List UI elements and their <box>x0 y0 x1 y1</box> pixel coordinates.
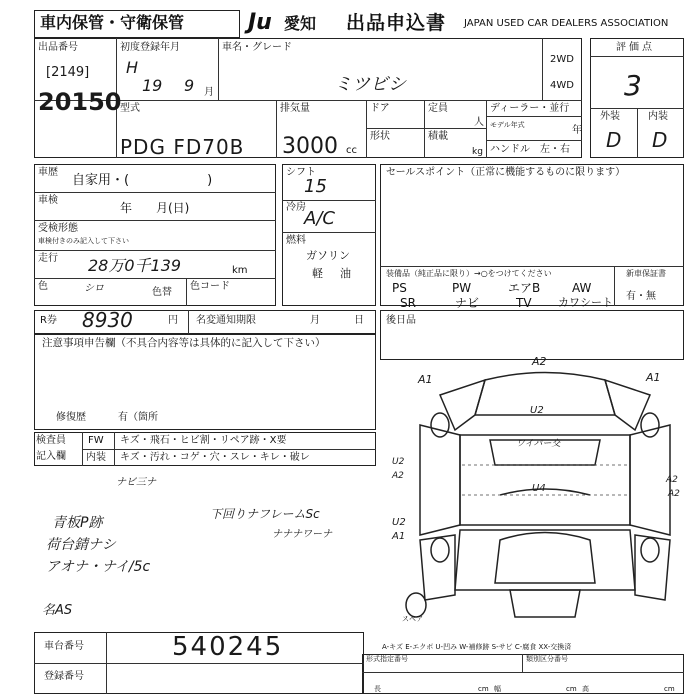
class-label: 類別区分番号 <box>526 655 568 663</box>
height-cm: cm <box>664 685 675 693</box>
note4: 下回りナフレームSc <box>210 507 320 521</box>
sales-point-label: セールスポイント（正常に機能するものに限ります） <box>386 167 626 178</box>
equipment-label: 装備品（純正品に限り）→○をつけてください <box>386 269 552 278</box>
mark-a2-top: A2 <box>532 355 547 368</box>
mark-u2-left: U2 <box>392 457 405 467</box>
recycle-unit: 円 <box>168 315 178 326</box>
fw-items: キズ・飛石・ヒビ割・リペア跡・X要 <box>120 435 287 446</box>
plate-label: 登録番号 <box>44 671 84 682</box>
vehicle-diagram <box>400 355 690 645</box>
drive-2wd: 2WD <box>550 54 574 65</box>
name-change-label: 名変通知期限 <box>196 315 256 326</box>
reg-year: 19 <box>142 76 163 95</box>
receipt-day-label: 後日品 <box>386 315 416 326</box>
width-label: 幅 <box>494 685 501 693</box>
note-top: ナビ三ナ <box>116 477 156 488</box>
year-unit: 年 <box>572 125 582 136</box>
history-label: 車歴 <box>38 167 58 178</box>
form-title: 出品申込書 <box>346 12 447 34</box>
mileage-value: 28万0千139 <box>88 256 182 275</box>
mark-a1-lower: A1 <box>392 531 406 542</box>
color-change-label: 色替 <box>152 287 172 298</box>
warranty-value: 有・無 <box>626 291 656 302</box>
mark-a1-left: A1 <box>418 373 433 386</box>
receipt-label: 受検形態 <box>38 223 78 234</box>
inspection-value: 年 月(日) <box>120 201 190 215</box>
mark-u4: U4 <box>532 483 546 494</box>
reg-month-unit: 月 <box>204 87 214 98</box>
handle-label: ハンドル 左・右 <box>490 144 570 155</box>
lot-number: 20150 <box>38 88 122 116</box>
mileage-label: 走行 <box>38 253 58 264</box>
equip-aw: AW <box>572 281 592 295</box>
day-unit: 日 <box>354 315 364 326</box>
shift-label: シフト <box>286 167 316 178</box>
mileage-unit: km <box>232 265 248 276</box>
reg-label: 初度登録年月 <box>120 42 180 53</box>
equip-leather: カワシート <box>558 296 613 309</box>
disp-label: 排気量 <box>280 103 310 114</box>
load-unit: kg <box>472 147 483 157</box>
recycle-label: R券 <box>40 315 57 326</box>
interior-value: D <box>652 128 668 152</box>
mark-a2-left: A2 <box>392 471 404 481</box>
capacity-unit: 人 <box>474 117 484 128</box>
color-code-label: 色コード <box>190 281 230 292</box>
shape-label: 形状 <box>370 131 390 142</box>
door-label: ドア <box>370 103 390 114</box>
history-value: 自家用・( ) <box>72 173 213 188</box>
fuel-light: 軽 <box>312 267 323 280</box>
fuel-label: 燃料 <box>286 235 306 246</box>
mark-a2-bottom: A2 <box>668 489 680 499</box>
mark-wiper: ワイパー交 <box>516 439 561 449</box>
note5: ナナナワーナ <box>272 529 332 540</box>
length-label: 長 <box>374 685 381 693</box>
color-value: シロ <box>84 283 104 294</box>
name-value: ミツビシ <box>334 74 406 95</box>
chassis-value: 540245 <box>172 632 284 662</box>
receipt-day-box <box>380 310 684 360</box>
eval-label: 評価点 <box>616 42 655 53</box>
note3: アオナ・ナイ/5c <box>46 559 151 575</box>
mark-a2-right: A2 <box>666 475 678 485</box>
spec-table <box>362 654 684 694</box>
color-label: 色 <box>38 281 48 292</box>
interior-label: 内装 <box>648 111 668 122</box>
inspector-label2: 記入欄 <box>36 451 66 462</box>
note2: 荷台錆ナシ <box>46 537 116 553</box>
reg-month: 9 <box>184 76 195 95</box>
storage-label: 車内保管・守衛保管 <box>40 13 185 32</box>
length-cm: cm <box>478 685 489 693</box>
width-cm: cm <box>566 685 577 693</box>
equip-airbag: エアB <box>508 281 541 295</box>
mark-a1-right: A1 <box>646 371 661 384</box>
repair-history-label: 修復歴 <box>56 412 86 423</box>
fuel-gas: ガソリン <box>306 249 350 262</box>
height-label: 高 <box>582 685 589 693</box>
spare-label: スペア <box>402 615 423 623</box>
repair-history-value: 有（箇所 <box>118 412 158 423</box>
disp-value: 3000 <box>282 134 338 159</box>
interior-check-label: 内装 <box>86 452 106 463</box>
inspection-label: 車検 <box>38 195 58 206</box>
reg-era: H <box>126 58 139 77</box>
eval-value: 3 <box>624 69 642 102</box>
damage-legend: A-キズ E-エクボ U-凹み W-補修跡 S-サビ C-腐食 XX-交換済 <box>382 643 572 651</box>
fuel-oil: 油 <box>340 267 351 280</box>
inspector-label: 検査員 <box>36 435 66 446</box>
dealer-label: ディーラー・並行 <box>490 103 570 114</box>
cooling-label: 冷房 <box>286 202 306 213</box>
recycle-value: 8930 <box>82 308 133 332</box>
lot-label: 出品番号 <box>38 42 78 53</box>
chassis-label: 車台番号 <box>44 641 84 652</box>
disp-unit: cc <box>346 145 357 156</box>
fw-label: FW <box>88 435 104 446</box>
equip-tv: TV <box>516 296 532 310</box>
interior-items: キズ・汚れ・コゲ・穴・スレ・キレ・破レ <box>120 452 310 463</box>
drive-4wd: 4WD <box>550 80 574 91</box>
model-year-label: モデル年式 <box>490 121 525 129</box>
note6: 名AS <box>42 603 73 618</box>
model-label: 型式 <box>120 103 140 114</box>
warranty-label: 新車保証書 <box>626 269 666 278</box>
receipt-note: 車検付きのみ記入して下さい <box>38 237 129 245</box>
exterior-label: 外装 <box>600 111 620 122</box>
shift-value: 15 <box>304 176 327 197</box>
lot-bracket: [2149] <box>46 65 90 80</box>
model-value: PDG FD70B <box>120 135 245 159</box>
logo-mark: Ju <box>248 10 272 35</box>
cooling-value: A/C <box>304 208 335 229</box>
note1: 青板P跡 <box>52 515 103 531</box>
association-name: JAPAN USED CAR DEALERS ASSOCIATION <box>464 18 669 29</box>
remarks-label: 注意事項申告欄（不具合内容等は具体的に記入して下さい） <box>42 337 326 349</box>
equip-pw: PW <box>452 281 472 295</box>
month-unit: 月 <box>310 315 320 326</box>
exterior-value: D <box>606 128 622 152</box>
load-label: 積載 <box>428 131 448 142</box>
name-label: 車名・グレード <box>222 42 292 53</box>
equip-sr: SR <box>400 296 416 310</box>
mark-u2-mid: U2 <box>530 405 544 416</box>
spec-label: 形式指定番号 <box>366 655 408 663</box>
mark-u2-lower: U2 <box>392 517 406 528</box>
equip-navi: ナビ <box>455 296 480 310</box>
equip-ps: PS <box>392 281 407 295</box>
capacity-label: 定員 <box>428 103 448 114</box>
org-name: 愛知 <box>284 14 317 33</box>
